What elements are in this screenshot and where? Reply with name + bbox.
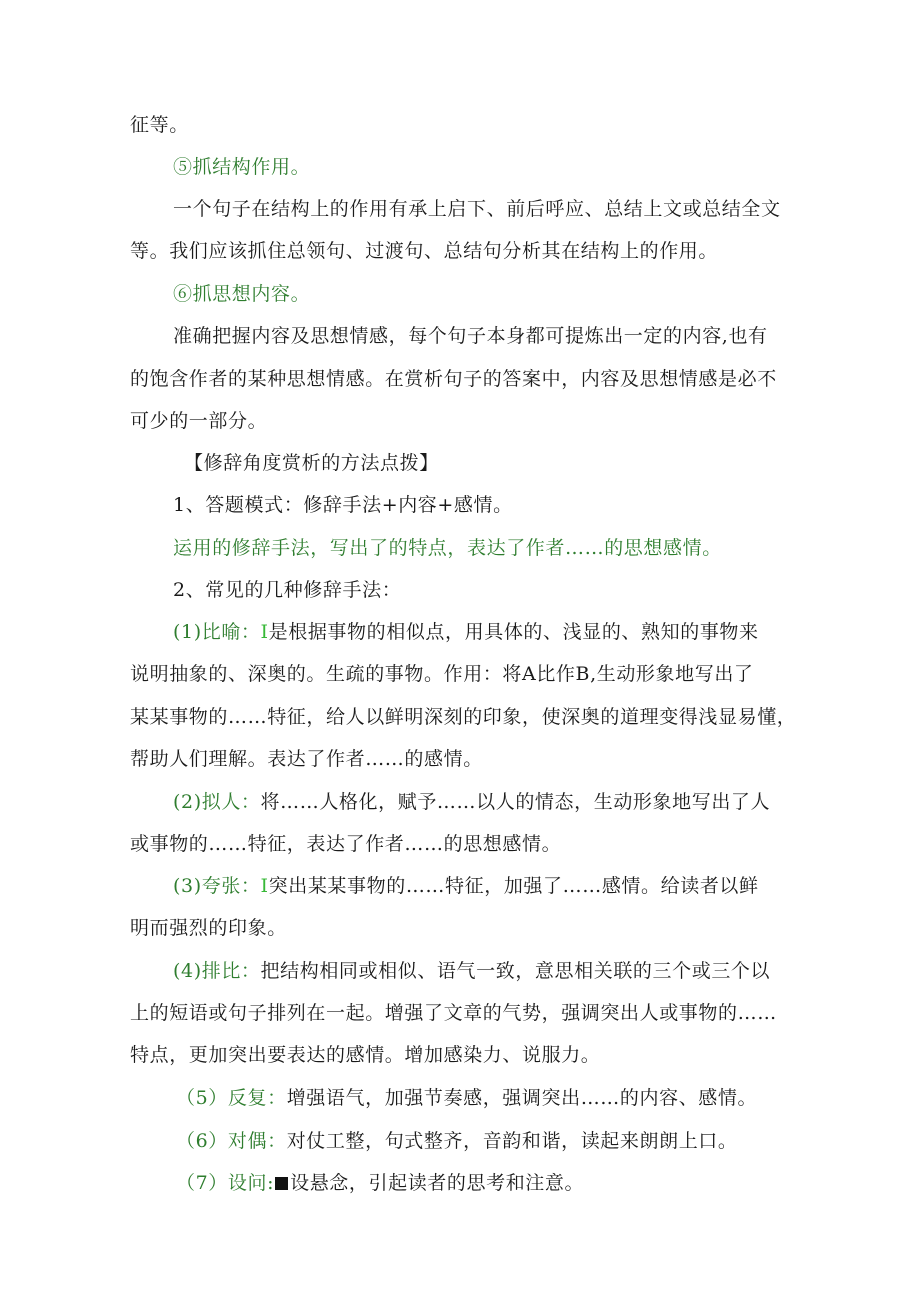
paragraph-line: 某某事物的……特征，给人以鲜明深刻的印象，使深奥的道理变得浅显易懂， [130, 706, 797, 728]
common-methods-heading: 2、常见的几种修辞手法： [173, 579, 402, 601]
paragraph-line: 等。我们应该抓住总领句、过渡句、总结句分析其在结构上的作用。 [130, 240, 719, 262]
parallelism-text: 把结构相同或相似、语气一致，意思相关联的三个或三个以 [260, 960, 771, 982]
metaphor-label: (1)比喻： [173, 621, 261, 643]
paragraph-line: 明而强烈的印象。 [130, 917, 287, 939]
exaggeration-line [173, 873, 796, 899]
antithesis-line [176, 1128, 842, 1154]
exaggeration-label: (3)夸张： [173, 875, 261, 897]
repetition-label: （5）反复： [176, 1087, 287, 1109]
paragraph-line: 准确把握内容及思想情感，每个句子本身都可提炼出一定的内容,也有 [173, 325, 768, 347]
repetition-text: 增强语气，加强节奏感，强调突出……的内容、感情。 [286, 1087, 758, 1109]
metaphor-line [173, 619, 796, 645]
text-cursor-icon: I [260, 621, 269, 643]
parallelism-label: (4)排比： [173, 960, 261, 982]
personification-text: 将……人格化，赋予……以人的情态，生动形象地写出了人 [260, 791, 771, 813]
section-heading: ⑥抓思想内容。 [173, 283, 311, 305]
text-cursor-icon: I [260, 875, 269, 897]
method-heading: 【修辞角度赏析的方法点拨】 [184, 452, 439, 474]
template-line: 运用的修辞手法，写出了的特点，表达了作者……的思想感情。 [173, 537, 722, 559]
paragraph-line: 特点，更加突出要表达的感情。增加感染力、说服力。 [130, 1044, 601, 1066]
parallelism-line [173, 958, 796, 984]
paragraph-line: 可少的一部分。 [130, 410, 268, 432]
personification-line [173, 789, 796, 815]
paragraph-line: 一个句子在结构上的作用有承上启下、前后呼应、总结上文或总结全文 [173, 198, 781, 220]
paragraph-line: 的饱含作者的某种思想情感。在赏析句子的答案中，内容及思想情感是必不 [130, 368, 777, 390]
paragraph-line: 上的短语或句子排列在一起。增强了文章的气势，强调突出人或事物的…… [130, 1002, 777, 1024]
answer-mode-line: 1、答题模式：修辞手法+内容+感情。 [173, 494, 513, 516]
black-square-icon [275, 1177, 288, 1190]
antithesis-label: （6）对偶： [176, 1130, 287, 1152]
rhetorical-question-line [176, 1170, 842, 1196]
metaphor-text: 是根据事物的相似点，用具体的、浅显的、熟知的事物来 [268, 621, 759, 643]
paragraph-line: 或事物的……特征，表达了作者……的思想感情。 [130, 833, 562, 855]
paragraph-line: 帮助人们理解。表达了作者……的感情。 [130, 748, 483, 770]
rhetorical-question-text: 设悬念，引起读者的思考和注意。 [290, 1172, 585, 1194]
exaggeration-text: 突出某某事物的……特征，加强了……感情。给读者以鲜 [268, 875, 759, 897]
antithesis-text: 对仗工整，句式整齐，音韵和谐，读起来朗朗上口。 [286, 1130, 738, 1152]
paragraph-line: 说明抽象的、深奥的。生疏的事物。作用：将A比作B,生动形象地写出了 [130, 663, 754, 685]
rhetorical-question-label: （7）设问: [176, 1172, 275, 1194]
text-line: 征等。 [130, 114, 189, 136]
repetition-line [176, 1085, 842, 1111]
section-heading: ⑤抓结构作用。 [173, 156, 311, 178]
personification-label: (2)拟人： [173, 791, 261, 813]
